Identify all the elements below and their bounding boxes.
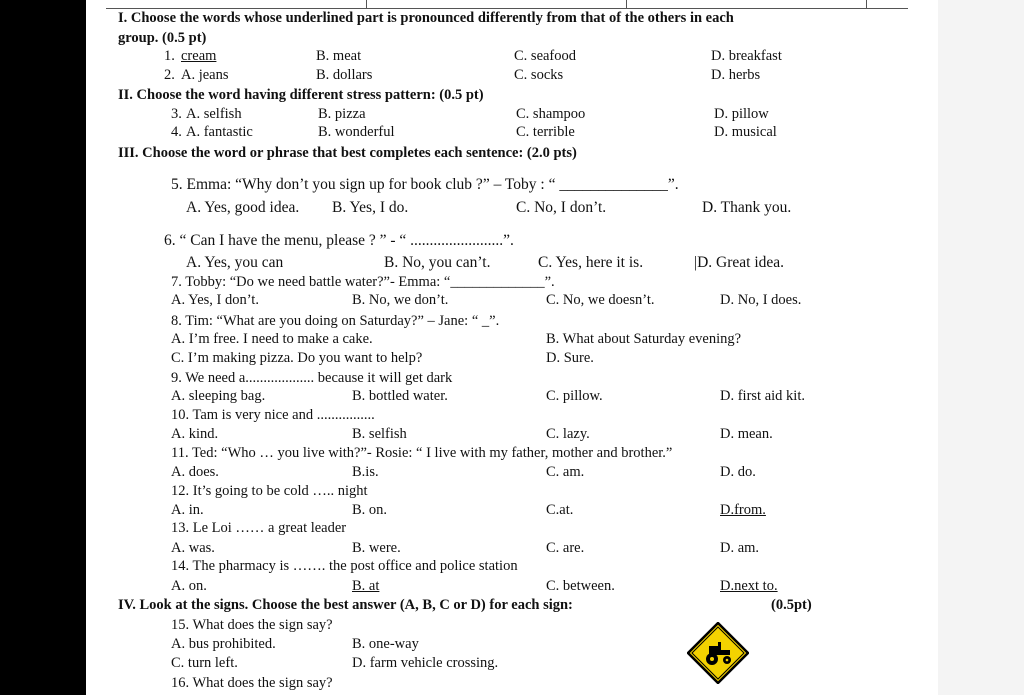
- q12-option-c: C.at.: [546, 502, 574, 518]
- q11-option-a: A. does.: [171, 464, 219, 480]
- q2-option-c: C. socks: [514, 67, 564, 83]
- table-divider: [366, 0, 367, 8]
- q11-option-b: B.is.: [352, 464, 379, 480]
- q13-option-c: C. are.: [546, 540, 585, 556]
- section-1-title: I. Choose the words whose underlined part is pronounced differently from that of the others in each: [118, 10, 734, 26]
- farm-vehicle-sign-icon: [687, 622, 749, 684]
- q7-stem: 7. Tobby: “Do we need battle water?”- Emma: “_____________”.: [171, 274, 555, 290]
- q10-stem: 10. Tam is very nice and ................: [171, 407, 375, 423]
- q13-option-b: B. were.: [352, 540, 401, 556]
- q2-number: 2.: [164, 67, 175, 83]
- q14-option-a: A. on.: [171, 578, 207, 594]
- q15-option-a: A. bus prohibited.: [171, 636, 276, 652]
- table-divider: [866, 0, 867, 8]
- q15-option-d: D. farm vehicle crossing.: [352, 655, 499, 671]
- q2-option-b: B. dollars: [316, 67, 373, 83]
- q3-option-b: B. pizza: [318, 106, 366, 122]
- q4-option-b: B. wonderful: [318, 124, 395, 140]
- q6-stem: 6. “ Can I have the menu, please ? ” - “ ........................”.: [164, 232, 514, 249]
- q14-stem: 14. The pharmacy is ……. the post office and police station: [171, 558, 518, 574]
- q8-option-d: D. Sure.: [546, 350, 594, 366]
- q4-option-d: D. musical: [714, 124, 777, 140]
- q7-option-b: B. No, we don’t.: [352, 292, 449, 308]
- q5-stem: 5. Emma: “Why don’t you sign up for book club ?” – Toby : “ ______________”.: [171, 176, 679, 193]
- section-3-title: III. Choose the word or phrase that best completes each sentence: (2.0 pts): [118, 145, 577, 161]
- q1-option-d: D. breakfast: [711, 48, 782, 64]
- q11-option-d: D. do.: [720, 464, 756, 480]
- q10-option-a: A. kind.: [171, 426, 219, 442]
- q4-number: 4.: [171, 124, 182, 140]
- q2-option-a: A. jeans: [181, 67, 229, 83]
- q5-option-b: B. Yes, I do.: [332, 199, 409, 216]
- q3-option-a: A. selfish: [186, 106, 242, 122]
- q1-option-c: C. seafood: [514, 48, 577, 64]
- q8-option-b: B. What about Saturday evening?: [546, 331, 742, 347]
- section-2-title: II. Choose the word having different stress pattern: (0.5 pt): [118, 87, 484, 103]
- q3-option-d: D. pillow: [714, 106, 769, 122]
- q15-option-c: C. turn left.: [171, 655, 238, 671]
- q14-option-c: C. between.: [546, 578, 615, 594]
- q12-option-a: A. in.: [171, 502, 204, 518]
- q10-option-c: C. lazy.: [546, 426, 590, 442]
- section-1-title-cont: group. (0.5 pt): [118, 30, 207, 46]
- q6-option-c: C. Yes, here it is.: [538, 254, 644, 271]
- section-4-title: IV. Look at the signs. Choose the best answer (A, B, C or D) for each sign:: [118, 597, 573, 613]
- q14-option-d: D.next to.: [720, 578, 778, 594]
- worksheet-page: [86, 0, 938, 695]
- q6-option-a: A. Yes, you can: [186, 254, 284, 271]
- section-4-points: (0.5pt): [771, 597, 812, 613]
- q10-option-b: B. selfish: [352, 426, 407, 442]
- q12-option-d: D.from.: [720, 502, 766, 518]
- q9-option-d: D. first aid kit.: [720, 388, 805, 404]
- q9-option-c: C. pillow.: [546, 388, 603, 404]
- q3-option-c: C. shampoo: [516, 106, 586, 122]
- q5-option-a: A. Yes, good idea.: [186, 199, 300, 216]
- q11-stem: 11. Ted: “Who … you live with?”- Rosie: “ I live with my father, mother and brother.”: [171, 445, 673, 461]
- q10-option-d: D. mean.: [720, 426, 773, 442]
- table-divider: [626, 0, 627, 8]
- q8-stem: 8. Tim: “What are you doing on Saturday?” – Jane: “ _”.: [171, 313, 500, 329]
- q5-option-c: C. No, I don’t.: [516, 199, 607, 216]
- q15-stem: 15. What does the sign say?: [171, 617, 333, 633]
- q15-option-b: B. one-way: [352, 636, 419, 652]
- q13-option-a: A. was.: [171, 540, 215, 556]
- q6-option-b: B. No, you can’t.: [384, 254, 491, 271]
- q7-option-d: D. No, I does.: [720, 292, 802, 308]
- q13-stem: 13. Le Loi …… a great leader: [171, 520, 347, 536]
- q1-option-b: B. meat: [316, 48, 362, 64]
- q4-option-c: C. terrible: [516, 124, 575, 140]
- q3-number: 3.: [171, 106, 182, 122]
- q7-option-a: A. Yes, I don’t.: [171, 292, 259, 308]
- side-panel: [938, 0, 1024, 695]
- q14-option-b: B. at: [352, 578, 380, 594]
- q7-option-c: C. No, we doesn’t.: [546, 292, 655, 308]
- q5-option-d: D. Thank you.: [702, 199, 792, 216]
- q9-stem: 9. We need a................... because it will get dark: [171, 370, 453, 386]
- q9-option-b: B. bottled water.: [352, 388, 448, 404]
- q4-option-a: A. fantastic: [186, 124, 253, 140]
- table-top-border: [106, 0, 908, 9]
- q12-stem: 12. It’s going to be cold ….. night: [171, 483, 368, 499]
- q2-option-d: D. herbs: [711, 67, 761, 83]
- q11-option-c: C. am.: [546, 464, 585, 480]
- q8-option-c: C. I’m making pizza. Do you want to help?: [171, 350, 423, 366]
- q1-option-a: cream: [181, 48, 217, 64]
- q16-stem: 16. What does the sign say?: [171, 675, 333, 691]
- q13-option-d: D. am.: [720, 540, 760, 556]
- q12-option-b: B. on.: [352, 502, 388, 518]
- q1-number: 1.: [164, 48, 175, 64]
- q6-option-d: |D. Great idea.: [694, 254, 785, 271]
- q8-option-a: A. I’m free. I need to make a cake.: [171, 331, 373, 347]
- q9-option-a: A. sleeping bag.: [171, 388, 266, 404]
